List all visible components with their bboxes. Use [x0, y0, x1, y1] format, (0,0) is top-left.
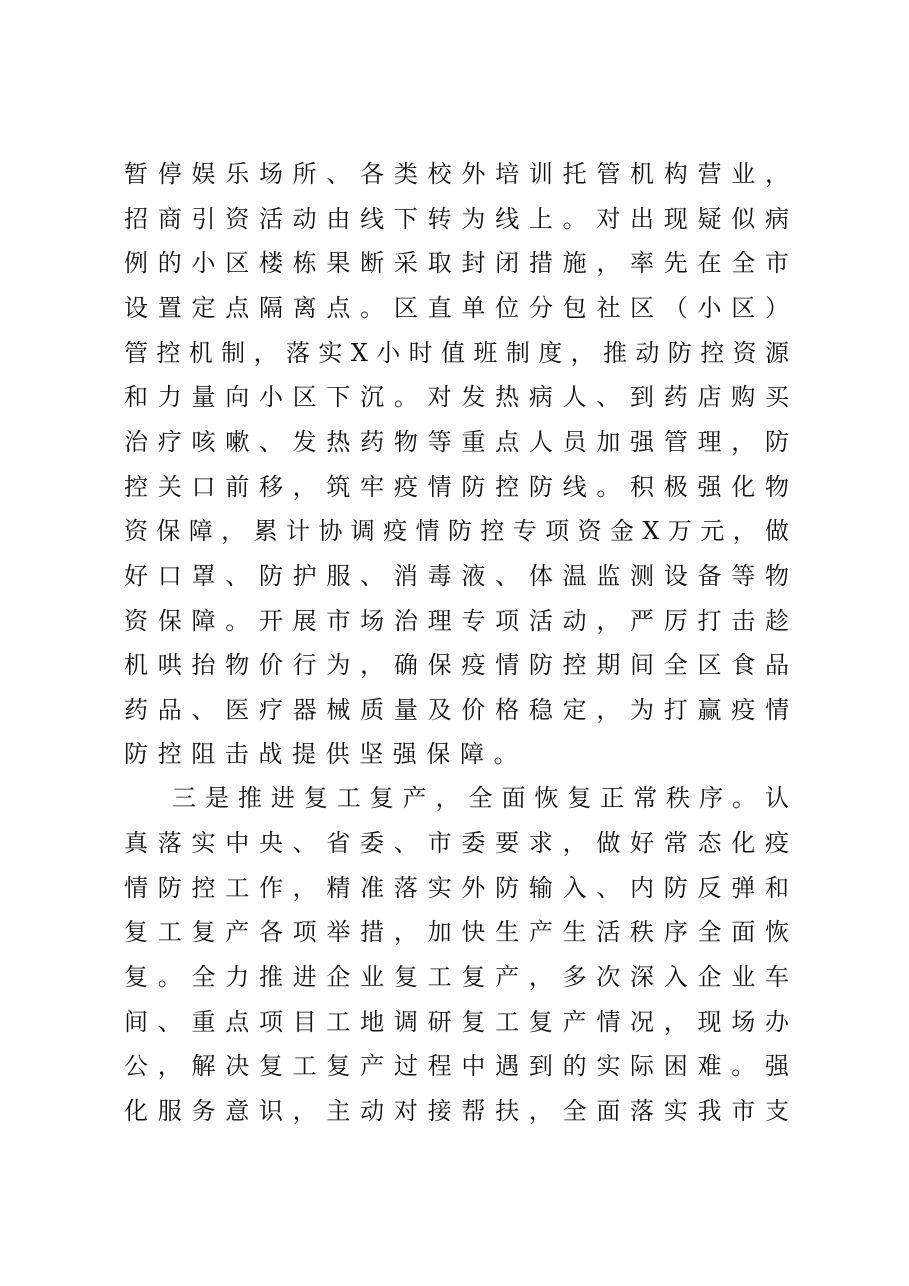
text-line: 暂停娱乐场所、各类校外培训托管机构营业， [124, 160, 789, 188]
text-line: 复。全力推进企业复工复产，多次深入企业车 [124, 963, 789, 991]
text-line: 招商引资活动由线下转为线上。对出现疑似病 [124, 205, 789, 233]
text-line: 好口罩、防护服、消毒液、体温监测设备等物 [124, 562, 789, 590]
text-line: 情防控工作，精准落实外防输入、内防反弹和 [124, 874, 789, 902]
text-line: 管控机制，落实X小时值班制度，推动防控资源 [124, 339, 789, 367]
text-line: 和力量向小区下沉。对发热病人、到药店购买 [124, 383, 789, 411]
text-line: 复工复产各项举措，加快生产生活秩序全面恢 [124, 918, 789, 946]
text-line: 防控阻击战提供坚强保障。 [124, 740, 528, 768]
paragraph-first-line: 三是推进复工复产，全面恢复正常秩序。认 [172, 784, 789, 812]
text-line: 化服务意识，主动对接帮扶，全面落实我市支 [124, 1097, 789, 1125]
text-line: 公，解决复工复产过程中遇到的实际困难。强 [124, 1052, 789, 1080]
text-line: 治疗咳嗽、发热药物等重点人员加强管理，防 [124, 428, 789, 456]
text-line: 资保障。开展市场治理专项活动，严厉打击趁 [124, 607, 789, 635]
text-line: 例的小区楼栋果断采取封闭措施，率先在全市 [124, 249, 789, 277]
text-line: 间、重点项目工地调研复工复产情况，现场办 [124, 1008, 789, 1036]
text-line: 机哄抬物价行为，确保疫情防控期间全区食品 [124, 651, 789, 679]
text-line: 控关口前移，筑牢疫情防控防线。积极强化物 [124, 473, 789, 501]
text-line: 真落实中央、省委、市委要求，做好常态化疫 [124, 829, 789, 857]
text-line: 设置定点隔离点。区直单位分包社区（小区） [124, 294, 789, 322]
text-line: 药品、医疗器械质量及价格稳定，为打赢疫情 [124, 696, 789, 724]
text-line: 资保障，累计协调疫情防控专项资金X万元，做 [124, 517, 789, 545]
